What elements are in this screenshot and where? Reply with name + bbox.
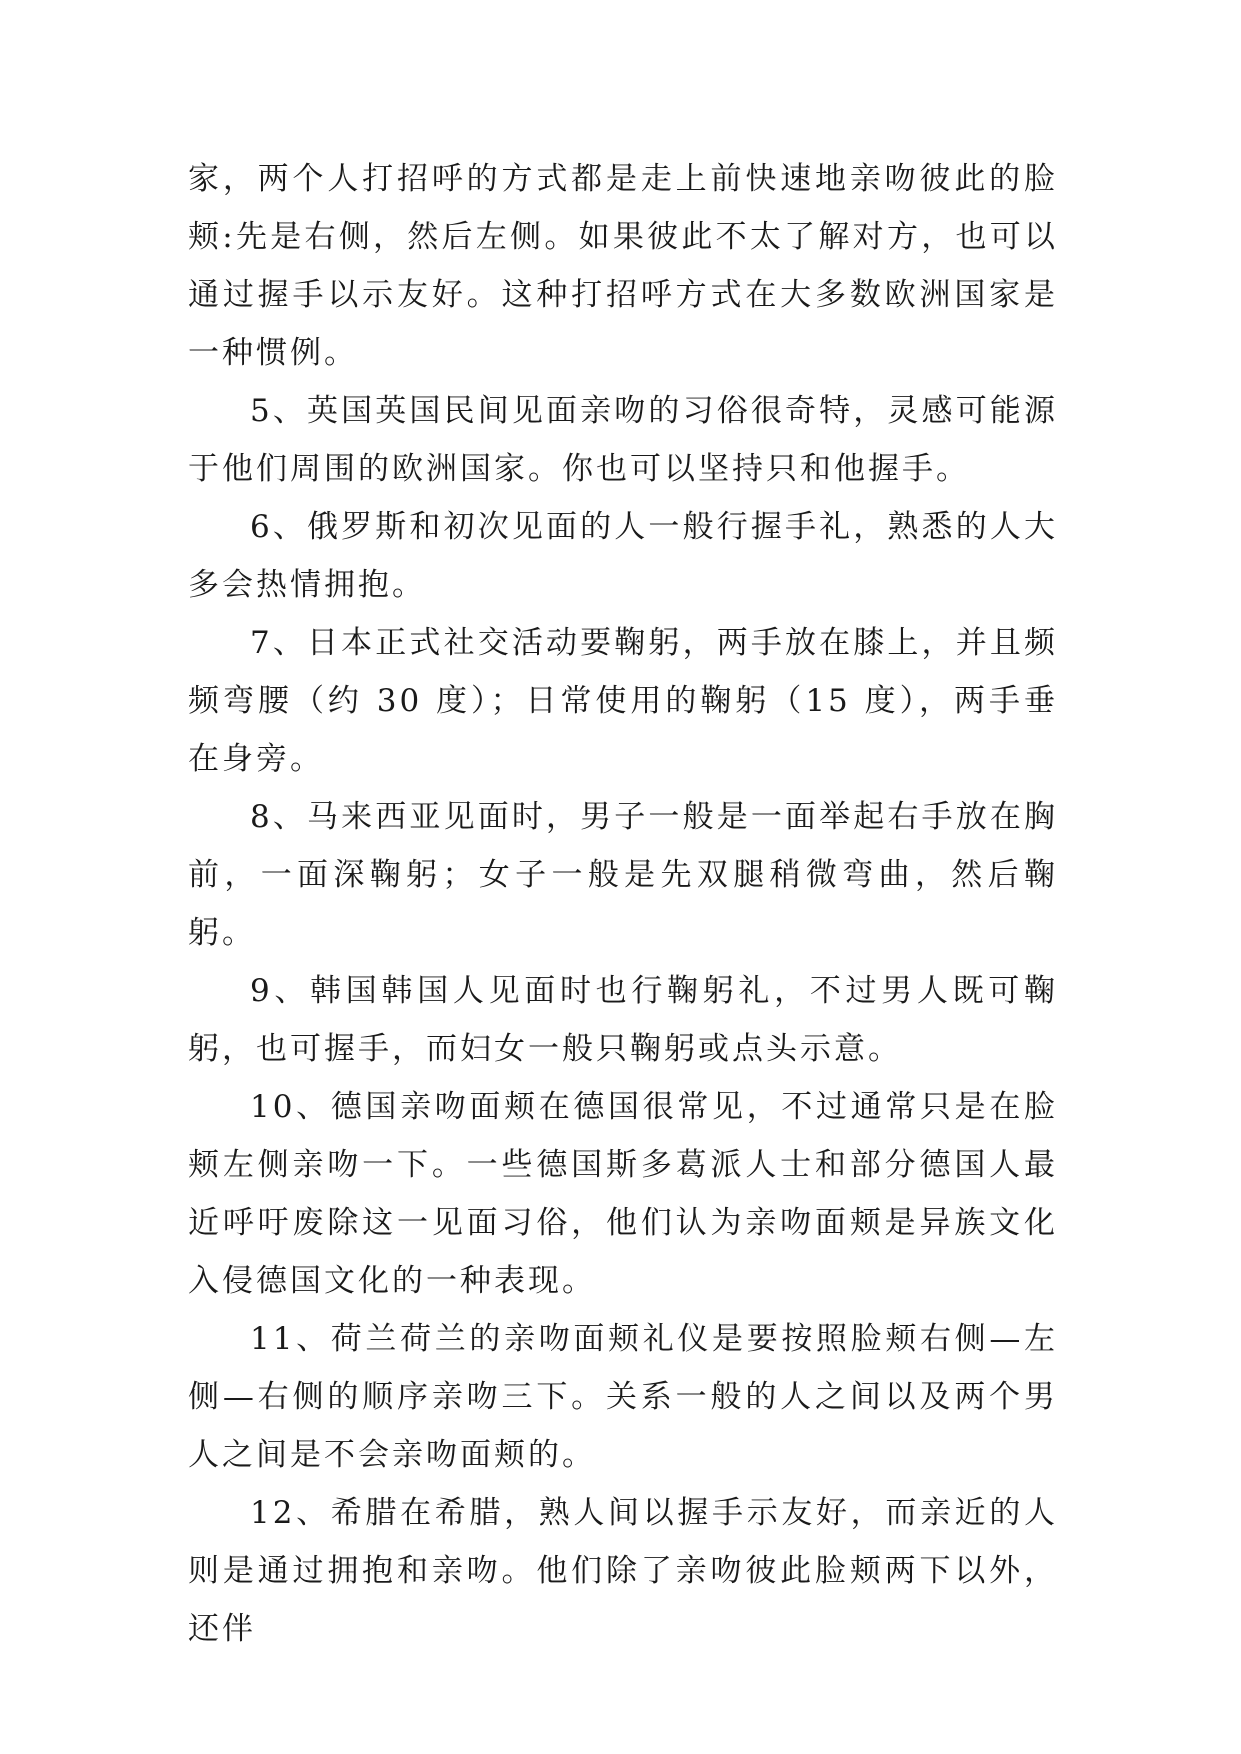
body-text — [188, 150, 1058, 1658]
paragraph-greece: 12、希腊在希腊，熟人间以握手示友好，而亲近的人则是通过拥抱和亲吻。他们除了亲吻彼此脸颊两下以外，还伴 — [188, 1495, 1058, 1647]
paragraph-russia: 6、俄罗斯和初次见面的人一般行握手礼，熟悉的人大多会热情拥抱。 — [188, 509, 1058, 603]
paragraph-uk: 5、英国英国民间见面亲吻的习俗很奇特，灵感可能源于他们周围的欧洲国家。你也可以坚持只和他握手。 — [188, 393, 1058, 487]
paragraph-continued: 家，两个人打招呼的方式都是走上前快速地亲吻彼此的脸颊:先是右侧，然后左侧。如果彼此不太了解对方，也可以通过握手以示友好。这种打招呼方式在大多数欧洲国家是一种惯例。 — [188, 161, 1058, 371]
paragraph-malaysia: 8、马来西亚见面时，男子一般是一面举起右手放在胸前，一面深鞠躬；女子一般是先双腿稍微弯曲，然后鞠躬。 — [188, 799, 1058, 951]
paragraph-korea: 9、韩国韩国人见面时也行鞠躬礼，不过男人既可鞠躬，也可握手，而妇女一般只鞠躬或点头示意。 — [188, 973, 1058, 1067]
paragraph-netherlands: 11、荷兰荷兰的亲吻面颊礼仪是要按照脸颊右侧—左侧—右侧的顺序亲吻三下。关系一般的人之间以及两个男人之间是不会亲吻面颊的。 — [188, 1321, 1058, 1473]
paragraph-germany: 10、德国亲吻面颊在德国很常见，不过通常只是在脸颊左侧亲吻一下。一些德国斯多葛派人士和部分德国人最近呼吁废除这一见面习俗，他们认为亲吻面颊是异族文化入侵德国文化的一种表现。 — [188, 1089, 1058, 1299]
paragraph-japan: 7、日本正式社交活动要鞠躬，两手放在膝上，并且频频弯腰（约 30 度）；日常使用的鞠躬（15 度），两手垂在身旁。 — [188, 625, 1058, 777]
